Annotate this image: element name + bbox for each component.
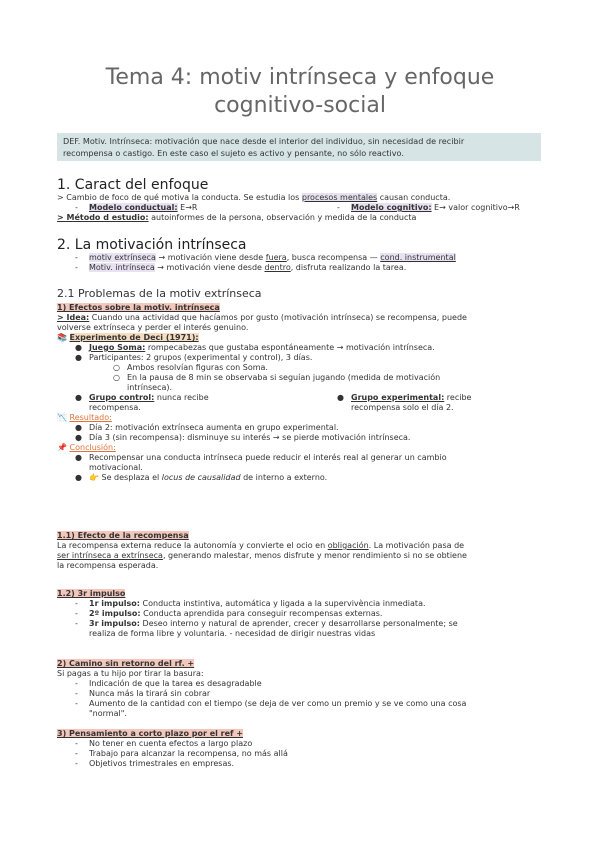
chart-icon: 📉 (57, 413, 67, 422)
section-2-1-body: 1) Efectos sobre la motiv. intrínseca > Idea: Cuando una actividad que hacíamos por gusto (motivación intrínseca) se recompensa, puede volverse extrínseca y perder el interés genuino. 📚 Experimento de Deci (1971): ● Juego Soma: rompecabezas que gustaba espontáneamente → motivación intrínseca. ● Participantes: 2 grupos (experimental y control), 3 días. ○ Ambos resolvían figuras con Soma. ○ En la pausa de 8 min se observaba si seguían jugando (medida de motivación intrínseca). ● Grupo control: nunca recibe recompensa. ● Grupo experimental: recibe recompensa solo el día 2. 📉 Resultado: ● Día 2: motivación extrínseca aumenta en grupo experimental. ● Día 3 (sin recompensa): disminuye su interés → se pierde motivación intrínseca. 📌 Conclusión: ● Recompensar una conducta intrínseca puede reducir el interés real al generar un cambio motivacional. ● 👉 Se desplaza el locus de causalidad de interno a externo. (57, 303, 472, 482)
section-efecto-recompensa: 1.1) Efecto de la recompensa La recompensa externa reduce la autonomía y convierte el ocio en obligación. La motivación pasa de ser intrínseca a extrínseca, generando malestar, menos disfrute y menor rendimiento si no se obtiene la recompensa esperada. (57, 531, 467, 570)
definition-box: DEF. Motiv. Intrínseca: motivación que nace desde el interior del individuo, sin necesidad de recibir recompensa o castigo. En este caso el sujeto es activo y pensante, no sólo reactivo. (57, 133, 541, 161)
heading-motivacion-intrinseca: 2. La motivación intrínseca (57, 237, 247, 253)
section-camino-sin-retorno: 2) Camino sin retorno del rf. + Si pagas a tu hijo por tirar la basura: - Indicación de que la tarea es desagradable - Nunca más la tirará sin cobrar - Aumento de la cantidad con el tiempo (se deja de ver como un premio y se ve como una cosa "normal". (57, 659, 467, 718)
books-icon: 📚 (57, 333, 67, 342)
pin-icon: 📌 (57, 443, 67, 452)
hand-pointing-icon: 👉 (89, 473, 99, 482)
heading-problemas-motiv: 2.1 Problemas de la motiv extrínseca (57, 287, 262, 300)
section-1-body: > Cambio de foco de qué motiva la conducta. Se estudia los procesos mentales causan conducta. - Modelo conductual: E→R - Modelo cognitivo: E→ valor cognitivo→R > Método d estudio: autoinformes de la persona, observación y medida de la conducta (57, 193, 520, 222)
heading-caract-enfoque: 1. Caract del enfoque (57, 177, 209, 193)
section-2-body: - motiv extrínseca → motivación viene desde fuera, busca recompensa — cond. instrumental - Motiv. intrínseca → motivación viene desde dentro, disfruta realizando la tarea. (75, 253, 456, 272)
section-3r-impulso: 1.2) 3r impulso - 1r impulso: Conducta instintiva, automática y ligada a la supervivència inmediata. - 2º impulso: Conducta aprendida para conseguir recompensas externas. - 3r impulso: Deseo interno y natural de aprender, crecer y desarrollarse personalmente; se realiza de forma libre y voluntaria. - necesidad de dirigir nuestras vidas (57, 589, 458, 638)
page-title: Tema 4: motiv intrínseca y enfoque cognitivo-social (105, 65, 495, 118)
section-pensamiento-corto-plazo: 3) Pensamiento a corto plazo por el ref + - No tener en cuenta efectos a largo plazo - Trabajo para alcanzar la recompensa, no más allá - Objetivos trimestrales en empresas. (57, 729, 288, 768)
